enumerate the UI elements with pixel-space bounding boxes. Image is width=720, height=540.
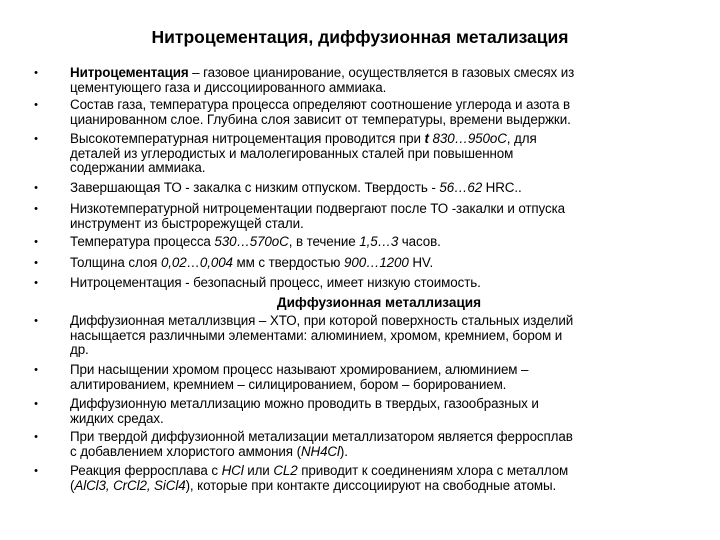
list-item-text: Температура процесса 530…570oC, в течение 1,5…3 часов. (70, 234, 441, 249)
bullet-icon: • (34, 257, 38, 269)
list-item-text: Высокотемпературная нитроцементация проводится при t 830…950oC, для деталей из углеродистых и малолегированных сталей при повышенном содержании аммиака. (70, 131, 537, 176)
list-item-text: При твердой диффузионной метализации металлизатором является ферросплав с добавлением хлористого аммония (NH4Cl). (70, 429, 573, 459)
bullet-icon: • (34, 398, 38, 410)
bullet-icon: • (34, 431, 38, 443)
list-item-text: Нитроцементация – газовое цианирование, осуществляется в газовых смесях из цементующего газа и диссоциированного аммиака. (70, 65, 575, 95)
bullet-icon: • (34, 236, 38, 248)
list-item-text: Реакция ферросплава с HCl или CL2 приводит к соединениям хлора с металлом (AlCl3, CrCl2, SiCl4), которые при контакте диссоциируют на свободные атомы. (70, 463, 569, 493)
bullet-icon: • (34, 133, 38, 145)
list-item-text: При насыщении хромом процесс называют хромированием, алюминием – алитированием, кремнием – силицированием, бором – борированием. (70, 362, 529, 392)
section-heading: Диффузионная металлизация (276, 295, 482, 310)
list-item-text: Нитроцементация - безопасный процесс, имеет низкую стоимость. (70, 275, 481, 290)
list-item-text: Завершающая ТО - закалка с низким отпуском. Твердость - 56…62 HRC.. (70, 180, 522, 195)
slide-title: Нитроцементация, диффузионная метализация (151, 27, 569, 47)
bullet-icon: • (34, 277, 38, 289)
list-item-text: Низкотемпературной нитроцементации подвергают после ТО -закалки и отпуска инструмент из быстрорежущей стали. (70, 201, 565, 231)
bullet-icon: • (34, 203, 38, 215)
list-item-text: Состав газа, температура процесса определяют соотношение углерода и азота в цианированном слое. Глубина слоя зависит от температуры, времени выдержки. (70, 97, 571, 127)
bullet-icon: • (34, 465, 38, 477)
list-item-text: Диффузионную металлизацию можно проводить в твердых, газообразных и жидких средах. (70, 396, 539, 426)
list-item-text: Диффузионная металлизвция – ХТО, при которой поверхность стальных изделий насыщается различными элементами: алюминием, хромом, кремнием, бором и др. (70, 313, 574, 358)
bullet-icon: • (34, 99, 38, 111)
bullet-icon: • (34, 182, 38, 194)
bullet-icon: • (34, 67, 38, 79)
list-item-text: Толщина слоя 0,02…0,004 мм с твердостью 900…1200 HV. (70, 255, 434, 270)
bullet-icon: • (34, 364, 38, 376)
bullet-icon: • (34, 315, 38, 327)
term-nitrocementation: Нитроцементация (70, 65, 189, 80)
